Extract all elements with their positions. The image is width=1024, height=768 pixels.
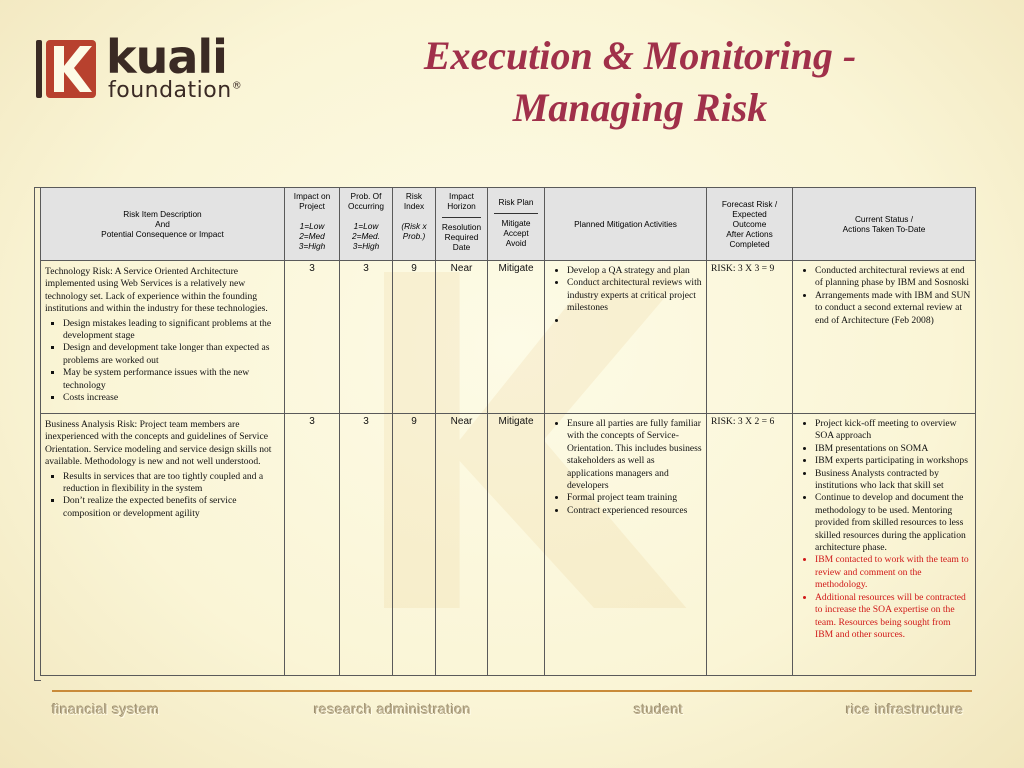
consequence-item: ▪ May be system performance issues with the new technology [63,367,280,392]
page-title [360,30,920,134]
status-item: • IBM presentations on SOMA [815,443,971,455]
kuali-k-icon [36,38,98,100]
risk-description: Technology Risk: A Service Oriented Architecture implemented using Web Services is a relatively new technology set. Lack of experience within the founding institutions and within the industry for these technologies. ▪ Design mistakes leading to significant problems at the development stage ▪ Design and development take longer than expected as problems are worked out ▪ May be system performance issues with the new technology ▪ Costs increase [41,261,285,414]
table-row [41,414,976,676]
header-description: Risk Item Description And Potential Consequence or Impact [41,188,285,261]
status-item-highlight: • IBM contacted to work with the team to review and comment on the methodology. [815,554,971,591]
consequence-item: ▪ Design and development take longer than expected as problems are worked out [63,342,280,367]
risk-description: Business Analysis Risk: Project team members are inexperienced with the concepts and guidelines of Service Orientation. Service modeling and service design skills not available. Methodology is new and not well understood. ▪ Results in services that are too tightly coupled and a reduction in flexibility in the system ▪ Don’t realize the expected benefits of service composition or development agility [41,414,285,676]
header-forecast: Forecast Risk / Expected Outcome After Actions Completed [707,188,793,261]
header-impact: Impact on Project 1=Low 2=Med 3=High [285,188,340,261]
probability-value: 3 [340,261,393,414]
current-status [793,414,976,676]
footer-divider [52,690,972,692]
consequence-item: ▪ Results in services that are too tightly coupled and a reduction in flexibility in the system [63,471,280,496]
mitigation-item [567,315,702,327]
consequence-item: ▪ Don’t realize the expected benefits of service composition or development agility [63,495,280,520]
risk-plan-value: Mitigate [488,414,545,676]
logo-wordmark: kuali [106,30,227,84]
mitigation-item: • Develop a QA strategy and plan [567,265,702,277]
impact-horizon-value: Near [436,414,488,676]
status-item: • Project kick-off meeting to overview SOA approach [815,418,971,443]
footer-rice-infrastructure: rice infrastructure [846,701,964,717]
consequence-item: ▪ Costs increase [63,392,280,404]
mitigation-item: • Ensure all parties are fully familiar with the concepts of Service-Orientation. This includes business stakeholders as well as applications managers and developers [567,418,702,492]
forecast-risk: RISK: 3 X 3 = 9 [707,261,793,414]
current-status [793,261,976,414]
header-risk-plan: Risk Plan Mitigate Accept Avoid [488,188,545,261]
mitigation-activities [545,261,707,414]
mitigation-item: • Contract experienced resources [567,505,702,517]
impact-horizon-value: Near [436,261,488,414]
impact-value: 3 [285,261,340,414]
risk-plan-value: Mitigate [488,261,545,414]
table-row [41,261,976,414]
header-risk-index: Risk Index (Risk x Prob.) [393,188,436,261]
impact-value: 3 [285,414,340,676]
probability-value: 3 [340,414,393,676]
mitigation-activities [545,414,707,676]
title-line-2: Managing Risk [512,85,768,130]
footer-financial-system: financial system [52,701,160,717]
mitigation-item: • Formal project team training [567,492,702,504]
header-mitigation: Planned Mitigation Activities [545,188,707,261]
footer-research-administration: research administration [314,701,472,717]
status-item: • Continue to develop and document the methodology to be used. Mentoring provided from skilled resources to less skilled resources during the application architecture phase. [815,492,971,554]
mitigation-item: • Conduct architectural reviews with industry experts at critical project milestones [567,277,702,314]
title-line-1: Execution & Monitoring - [423,33,857,78]
header-probability: Prob. Of Occurring 1=Low 2=Med. 3=High [340,188,393,261]
risk-table [40,187,976,676]
risk-index-value: 9 [393,414,436,676]
status-item: • Business Analysts contracted by institutions who lack that skill set [815,468,971,493]
risk-index-value: 9 [393,261,436,414]
header-impact-horizon: Impact Horizon Resolution Required Date [436,188,488,261]
status-item: • IBM experts participating in workshops [815,455,971,467]
status-item-highlight: • Additional resources will be contracted to increase the SOA expertise on the team. Resources being sought from IBM and other sources. [815,592,971,642]
consequence-item: ▪ Design mistakes leading to significant problems at the development stage [63,318,280,343]
header-status: Current Status / Actions Taken To-Date [793,188,976,261]
kuali-logo [36,30,296,104]
logo-subtitle: foundation® [108,78,243,103]
footer-student: student [634,701,684,717]
status-item: • Conducted architectural reviews at end of planning phase by IBM and Sosnoski [815,265,971,290]
status-item: • Arrangements made with IBM and SUN to conduct a second external review at end of Architecture (Feb 2008) [815,290,971,327]
forecast-risk: RISK: 3 X 2 = 6 [707,414,793,676]
